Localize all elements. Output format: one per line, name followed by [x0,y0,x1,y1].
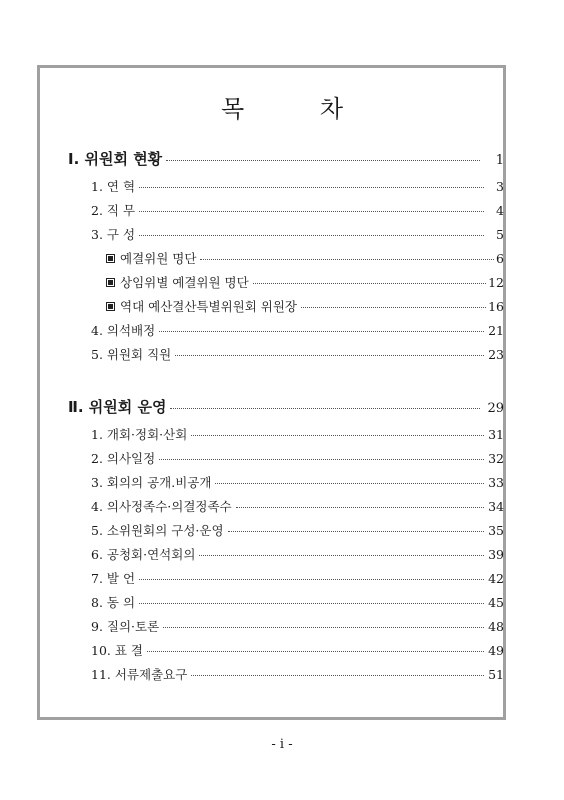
toc-item[interactable] [91,521,504,539]
toc-item-label: 1. 개회·정회·산회 [91,427,188,442]
toc-section-label: Ⅱ. 위원회 운영 [68,398,167,416]
toc-page-number: 1 [495,153,504,168]
dot-leader [147,650,484,652]
toc-item-label: 5. 소위원회의 구성·운영 [91,523,224,538]
toc-page-number: 42 [488,571,504,586]
toc-item[interactable] [91,425,504,443]
dot-leader [170,407,480,409]
black-square-icon [106,278,115,287]
toc-item-label: 3. 회의의 공개.비공개 [91,475,212,490]
toc-item-label: 예결위원 명단 [120,251,197,266]
toc-item[interactable] [91,665,504,683]
dot-leader [228,530,484,532]
toc-item[interactable] [91,569,504,587]
dot-leader [199,554,484,556]
toc-page-number: 6 [496,251,504,266]
dot-leader [163,626,484,628]
dot-leader [166,159,480,161]
dot-leader [191,674,484,676]
toc-item-label: 4. 의석배정 [91,323,156,338]
toc-item[interactable] [91,473,504,491]
toc-item-label: 상임위별 예결위원 명단 [120,275,249,290]
dot-leader [139,234,484,236]
toc-page-number: 29 [487,401,504,416]
black-square-icon [106,254,115,263]
toc-subitem[interactable] [106,249,504,267]
toc-page-number: 35 [488,523,504,538]
toc-page-number: 5 [496,227,504,242]
toc-item-label: 역대 예산결산특별위원회 위원장 [120,299,297,314]
dot-leader [301,306,486,308]
toc-item-label: 2. 직 무 [91,203,136,218]
dot-leader [175,354,484,356]
toc-page-number: 51 [488,667,504,682]
toc-item[interactable] [91,225,504,243]
toc-item[interactable] [91,617,504,635]
toc-page-number: 33 [488,475,504,490]
toc-item[interactable] [91,497,504,515]
toc-item-label: 2. 의사일정 [91,451,156,466]
dot-leader [139,602,484,604]
toc-item[interactable] [91,177,504,195]
toc-page-number: 4 [496,203,504,218]
toc-page-number: 32 [488,451,504,466]
toc-item[interactable] [91,545,504,563]
toc-item-label: 8. 동 의 [91,595,136,610]
dot-leader [236,506,484,508]
dot-leader [139,578,484,580]
page-title: 목 차 [221,95,377,123]
toc-page-number: 39 [488,547,504,562]
toc-item-label: 5. 위원회 직원 [91,347,172,362]
toc-page-number: 21 [488,323,504,338]
dot-leader [253,282,486,284]
toc-page-number: 16 [488,299,504,314]
toc-page-number: 3 [496,179,504,194]
toc-item[interactable] [91,345,504,363]
toc-item-label: 9. 질의·토론 [91,619,160,634]
dot-leader [191,434,484,436]
toc-item-label: 3. 구 성 [91,227,136,242]
toc-page-number: 34 [488,499,504,514]
toc-item-label: 7. 발 언 [91,571,136,586]
toc-item-label: 11. 서류제출요구 [91,667,188,682]
toc-item[interactable] [91,449,504,467]
toc-item-label: 1. 연 혁 [91,179,136,194]
toc-item[interactable] [91,201,504,219]
toc-page-number: 45 [488,595,504,610]
toc-page-number: 48 [488,619,504,634]
page-number-footer: - i - [271,737,293,752]
dot-leader [215,482,484,484]
toc-section-label: Ⅰ. 위원회 현황 [68,150,163,168]
toc-item[interactable] [91,641,504,659]
toc-item-label: 10. 표 결 [91,643,143,658]
toc-section-1[interactable] [68,148,504,169]
toc-item[interactable] [91,593,504,611]
toc-item[interactable] [91,321,504,339]
toc-subitem[interactable] [106,297,504,315]
dot-leader [159,458,484,460]
toc-item-label: 6. 공청회·연석회의 [91,547,196,562]
toc-subitem[interactable] [106,273,504,291]
dot-leader [139,186,484,188]
toc-item-label: 4. 의사정족수·의결정족수 [91,499,232,514]
dot-leader [200,258,494,260]
dot-leader [139,210,484,212]
toc-page-number: 12 [488,275,504,290]
toc-page-number: 49 [488,643,504,658]
black-square-icon [106,302,115,311]
toc-page-number: 31 [488,427,504,442]
toc-page-number: 23 [488,347,504,362]
toc-section-2[interactable] [68,396,504,417]
dot-leader [159,330,484,332]
